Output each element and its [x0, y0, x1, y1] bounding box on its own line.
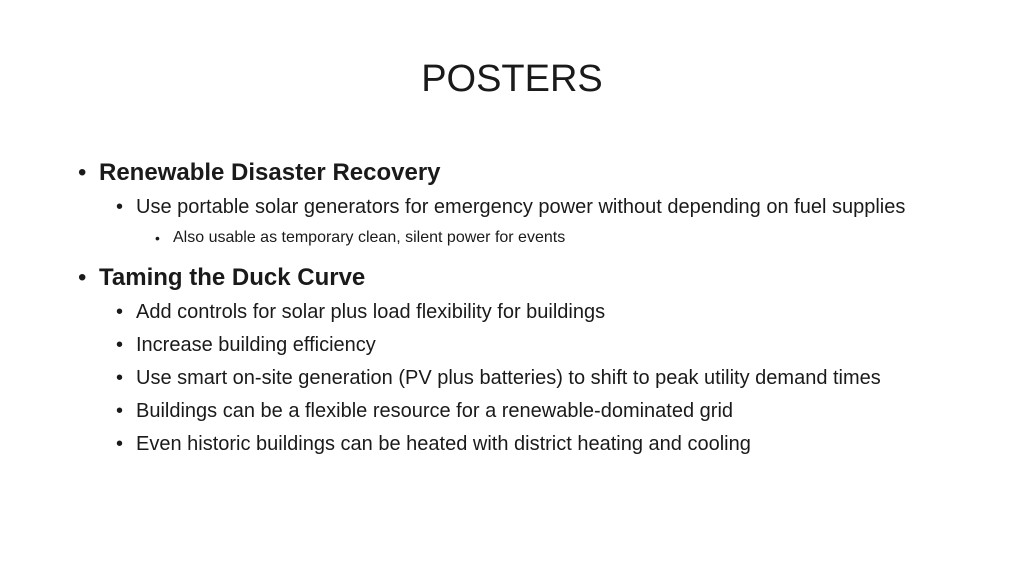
list-item-text: Add controls for solar plus load flexibility for buildings [136, 301, 606, 323]
list-item-text: Buildings can be a flexible resource for a renewable-dominated grid [136, 400, 734, 422]
list-item [116, 431, 926, 458]
section-heading-disaster-recovery [78, 158, 958, 188]
bullet-icon: • [116, 433, 124, 455]
bullet-icon: • [116, 301, 124, 323]
list-item-text: Use smart on-site generation (PV plus batteries) to shift to peak utility demand times [136, 367, 881, 389]
bullet-icon: • [116, 367, 124, 389]
list-item [116, 365, 926, 392]
bullet-icon: • [78, 264, 87, 291]
bullet-list [78, 156, 958, 458]
section-heading-text: Taming the Duck Curve [99, 264, 366, 291]
list-item [116, 194, 926, 221]
sub-list-item [155, 227, 958, 249]
list-item [116, 398, 926, 425]
section-heading-text: Renewable Disaster Recovery [99, 159, 441, 186]
section-heading-duck-curve [78, 263, 958, 293]
sub-list-item-text: Also usable as temporary clean, silent power for events [173, 229, 566, 246]
slide-title: POSTERS [421, 58, 603, 100]
bullet-icon: • [155, 230, 160, 246]
bullet-icon: • [116, 334, 124, 356]
list-item [116, 299, 926, 326]
list-item-text: Even historic buildings can be heated with district heating and cooling [136, 433, 751, 455]
list-item-text: Increase building efficiency [136, 334, 376, 356]
list-item-text: Use portable solar generators for emergency power without depending on fuel supplies [136, 196, 906, 218]
bullet-icon: • [78, 159, 87, 186]
list-item [116, 332, 926, 359]
bullet-icon: • [116, 400, 124, 422]
bullet-icon: • [116, 196, 124, 218]
